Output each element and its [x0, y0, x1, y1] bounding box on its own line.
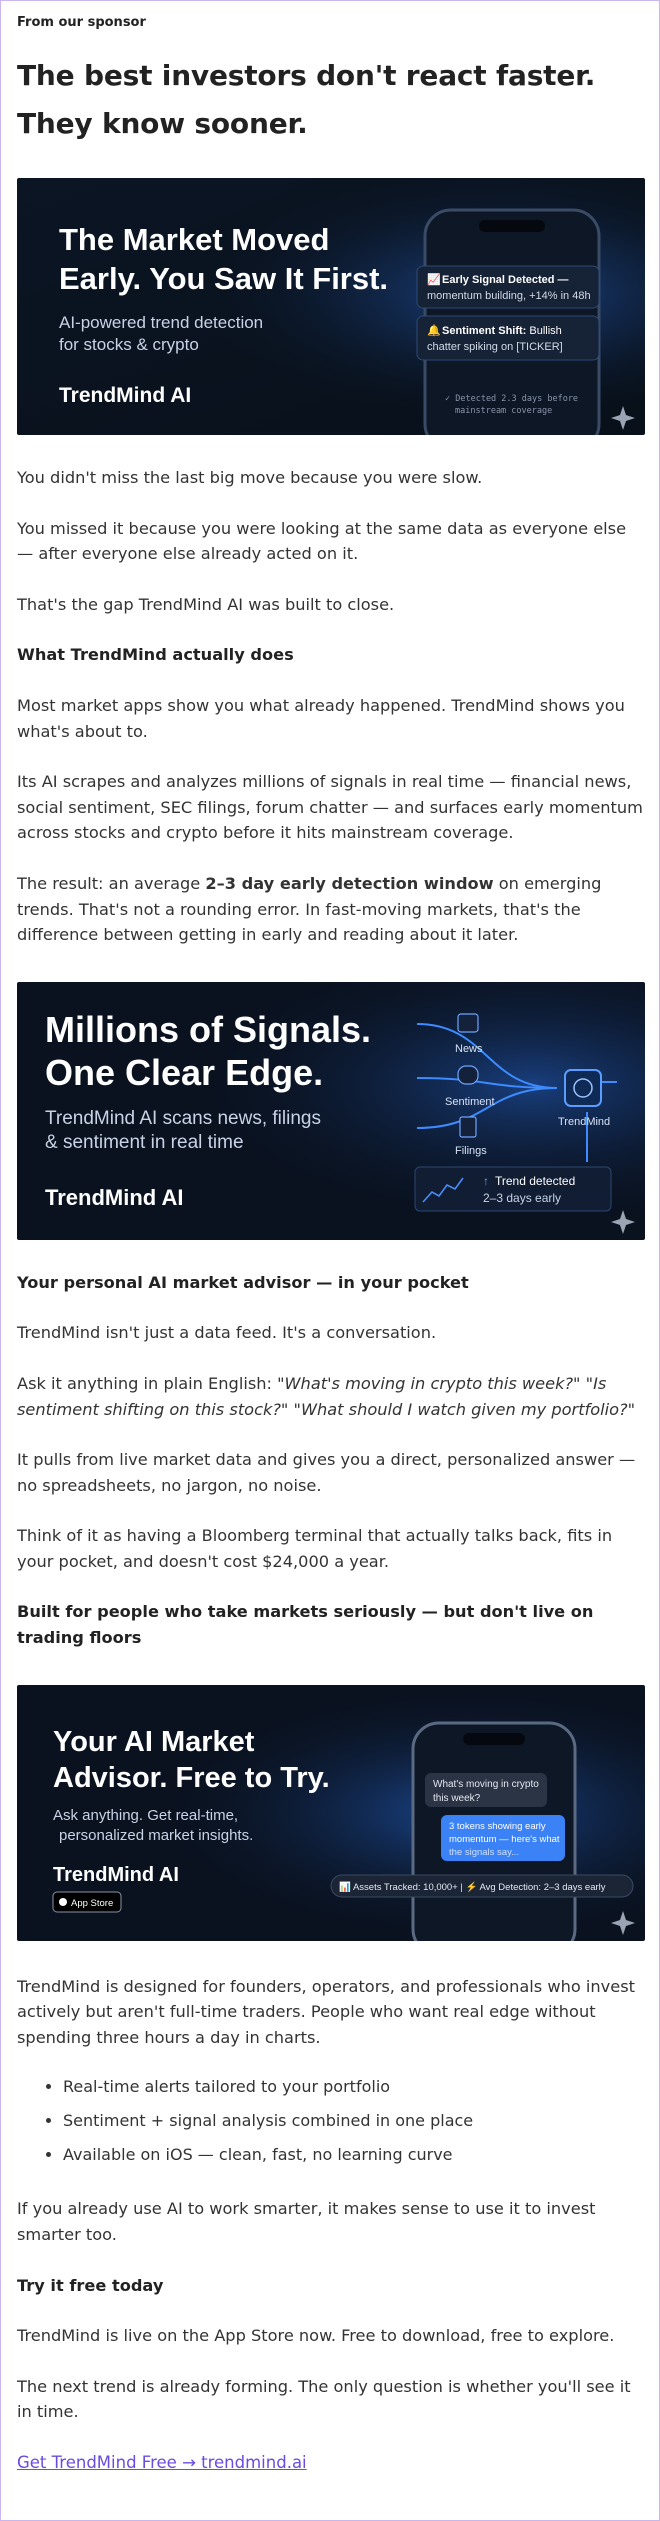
banner3-title-line1: Your AI Market [53, 1725, 255, 1758]
trendmind-hub-icon [565, 1070, 601, 1106]
signal-card-icon: 📈 [427, 274, 441, 286]
signal-card-body: momentum building, +14% in 48h [427, 290, 591, 302]
sentiment-card-icon: 🔔 [427, 325, 441, 337]
banner-ai-advisor-graphic [17, 1685, 645, 1941]
banner2-brand: TrendMind AI [45, 1184, 184, 1210]
para-slow: You didn't miss the last big move because you were slow. [17, 468, 483, 487]
node-filings-label: Filings [455, 1144, 487, 1157]
heading-what-it-does: What TrendMind actually does [17, 645, 294, 665]
phone-notch [479, 220, 545, 232]
feature-item: • Real-time alerts tailored to your portfolio [63, 2070, 643, 2104]
banner3-title-line2: Advisor. Free to Try. [53, 1761, 330, 1794]
para-bloomberg: Think of it as having a Bloomberg terminal that actually talks back, fits in your pocket, and doesn't cost $24,000 a year. [17, 1526, 613, 1571]
chat-question-line2: this week? [433, 1792, 481, 1804]
news-icon [458, 1014, 478, 1032]
feature-item: • Sentiment + signal analysis combined in one place [63, 2104, 643, 2138]
banner-millions-signals[interactable] [17, 982, 645, 1240]
para-scrapes: Its AI scrapes and analyzes millions of signals in real time — financial news, social sentiment, SEC filings, forum chatter — and surfaces early momentum across stocks and crypto before it hits mainstream coverage. [17, 772, 643, 843]
chat-answer-line2: momentum — here's what [449, 1833, 560, 1845]
sentiment-card [417, 316, 599, 360]
para-not-feed: TrendMind isn't just a data feed. It's a conversation. [17, 1323, 437, 1343]
para-missed: You missed it because you were looking at the same data as everyone else — after everyone else already acted on it. [17, 518, 627, 564]
detection-note-line1: ✓ Detected 2.3 days before [445, 394, 579, 404]
para-app-store: TrendMind is live on the App Store now. Free to download, free to explore. [17, 2326, 615, 2346]
banner1-subtitle-line2: for stocks & crypto [59, 335, 199, 354]
para-ai-smarter: If you already use AI to work smarter, it makes sense to use it to invest smarter too. [17, 2199, 596, 2245]
apple-icon [59, 1898, 67, 1906]
banner2-subtitle-line1: TrendMind AI scans news, filings [45, 1107, 321, 1129]
phone-notch [463, 1733, 525, 1745]
banner2-title-line2: One Clear Edge. [45, 1051, 324, 1093]
para-designed-for: TrendMind is designed for founders, operators, and professionals who invest actively but aren't full-time traders. People who want real edge without spending three hours a day in charts. [17, 1976, 635, 2047]
sentiment-icon [458, 1066, 478, 1084]
chat-answer-line1: 3 tokens showing early [449, 1820, 546, 1832]
banner-market-moved[interactable] [17, 178, 645, 435]
banner3-subtitle-line1: Ask anything. Get real-time, [53, 1806, 239, 1824]
banner1-brand: TrendMind AI [59, 384, 192, 407]
result-line1: Trend detected [495, 1173, 576, 1188]
detection-note-line2: mainstream coverage [455, 406, 553, 416]
sponsor-label: From our sponsor [17, 15, 146, 30]
para-ask-lead: Ask it anything in plain English: [17, 1373, 278, 1393]
chat-answer-line3: the signals say... [449, 1846, 520, 1858]
sentiment-card-title-bold: Sentiment Shift: [442, 325, 527, 337]
banner-market-moved-graphic [17, 178, 645, 435]
get-trendmind-link[interactable]: Get TrendMind Free → trendmind.ai [17, 2453, 307, 2472]
signal-card-title: Early Signal Detected — [442, 274, 569, 286]
sentiment-card-title [442, 325, 562, 337]
sentiment-card-title-rest: Bullish [526, 325, 562, 337]
result-line2: 2–3 days early [483, 1190, 562, 1205]
up-arrow-icon: ↑ [483, 1173, 489, 1188]
banner2-subtitle-line2: & sentiment in real time [45, 1131, 244, 1153]
feature-list [17, 2070, 643, 2172]
heading-built-for: Built for people who take markets seriously — but don't live on trading floors [17, 1602, 594, 1648]
node-sentiment-label: Sentiment [445, 1095, 495, 1108]
banner3-subtitle-line2: personalized market insights. [59, 1826, 254, 1844]
banner1-subtitle-line1: AI-powered trend detection [59, 313, 264, 332]
para-result-highlight: 2–3 day early detection window [205, 873, 494, 893]
para-next-trend: The next trend is already forming. The only question is whether you'll see it in time. [17, 2376, 631, 2422]
para-ask-examples: "What's moving in crypto this week?" "Is sentiment shifting on this stock?" "What should I watch given my portfolio?" [17, 1373, 636, 1419]
node-hub-label: TrendMind [558, 1115, 611, 1128]
node-news-label: News [455, 1042, 483, 1055]
banner3-brand: TrendMind AI [53, 1863, 179, 1886]
banner1-title-line1: The Market Moved [59, 222, 330, 257]
para-result-lead: The result: an average [17, 873, 206, 893]
app-store-label: App Store [71, 1897, 114, 1909]
banner-ai-advisor[interactable] [17, 1685, 645, 1941]
chat-question-line1: What's moving in crypto [433, 1778, 539, 1790]
filings-icon [460, 1117, 476, 1137]
heading-advisor: Your personal AI market advisor — in your pocket [17, 1272, 469, 1292]
banner-millions-signals-graphic [17, 982, 645, 1240]
para-ask-anything [17, 1371, 643, 1422]
feature-item: • Available on iOS — clean, fast, no learning curve [63, 2138, 643, 2172]
para-result-tail: on emerging trends. That's not a rounding error. In fast-moving markets, that's the difference between getting in early and reading about it later. [17, 873, 602, 945]
para-gap: That's the gap TrendMind AI was built to close. [17, 594, 395, 614]
para-most-apps: Most market apps show you what already happened. TrendMind shows you what's about to. [17, 695, 625, 741]
headline: The best investors don't react faster. They know sooner. [17, 59, 596, 140]
sentiment-card-body: chatter spiking on [TICKER] [427, 341, 563, 353]
para-result [17, 871, 643, 948]
banner1-title-line2: Early. You Saw It First. [59, 261, 389, 296]
heading-try-free: Try it free today [17, 2275, 164, 2295]
stats-text: 📊 Assets Tracked: 10,000+ | ⚡ Avg Detection: 2–3 days early [339, 1881, 606, 1893]
banner2-title-line1: Millions of Signals. [45, 1008, 372, 1050]
para-live-data: It pulls from live market data and gives you a direct, personalized answer — no spreadsheets, no jargon, no noise. [17, 1450, 636, 1495]
